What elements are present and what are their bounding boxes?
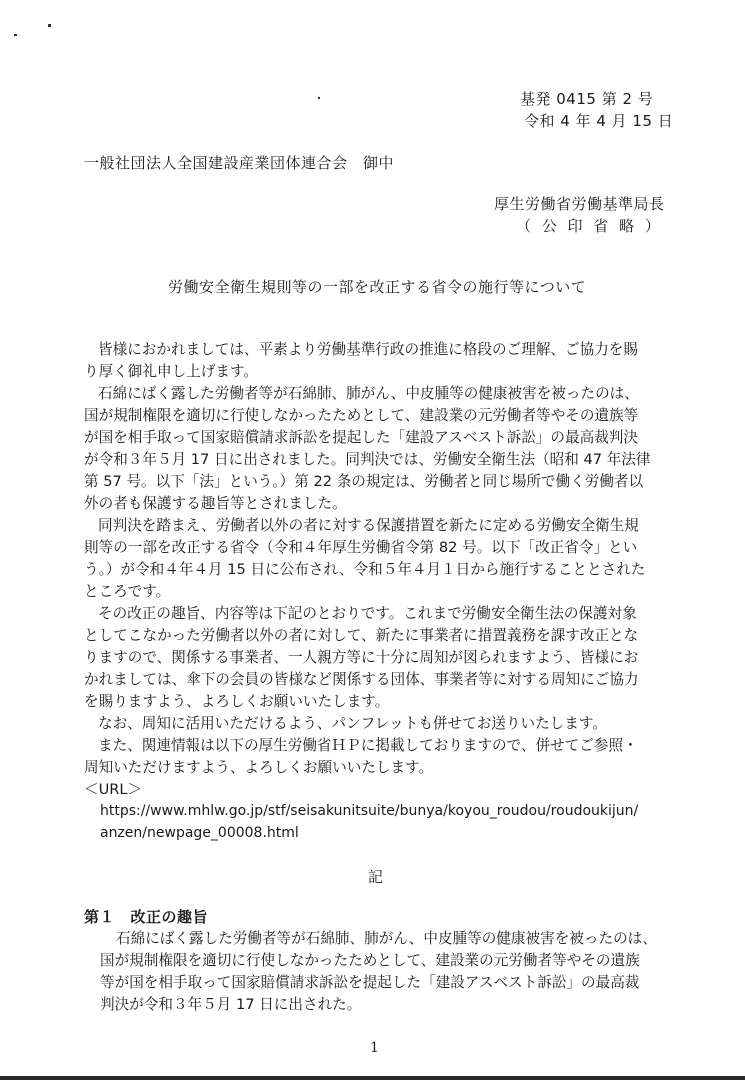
- scan-edge-border: [0, 1076, 745, 1080]
- section-line: 国が規制権限を適切に行使しなかったためとして、建設業の元労働者等やその遺族: [100, 952, 640, 969]
- section-heading: 第１ 改正の趣旨: [84, 908, 209, 926]
- scan-speck: [14, 34, 17, 36]
- ki-marker: 記: [368, 868, 384, 886]
- doc-date: 令和 4 年 4 月 15 日: [524, 112, 674, 130]
- scan-speck: [318, 97, 320, 99]
- page-number: 1: [370, 1040, 379, 1056]
- body-line: が令和３年５月 17 日に出されました。同判決では、労働安全衛生法（昭和 47 年法律: [84, 451, 651, 468]
- body-line: う。）が令和４年４月 15 日に公布され、令和５年４月１日から施行することとされた: [84, 561, 646, 578]
- body-line: としてこなかった労働者以外の者に対して、新たに事業者に措置義務を課す改正とな: [84, 627, 639, 644]
- body-line: 外の者も保護する趣旨等とされました。: [84, 495, 347, 512]
- body-line: かれましては、傘下の会員の皆様など関係する団体、事業者等に対する周知にご協力: [84, 671, 639, 688]
- body-line: 周知いただけますよう、よろしくお願いいたします。: [84, 759, 434, 776]
- body-line: 第 57 号。以下「法」という。）第 22 条の規定は、労働者と同じ場所で働く労働者以: [84, 473, 644, 490]
- body-line: り厚く御礼申し上げます。: [84, 363, 258, 380]
- doc-number: 基発 0415 第 2 号: [520, 90, 654, 108]
- body-line: を賜りますよう、よろしくお願いいたします。: [84, 693, 390, 710]
- body-line: 国が規制権限を適切に行使しなかったためとして、建設業の元労働者等やその遺族等: [84, 407, 639, 424]
- body-line: その改正の趣旨、内容等は下記のとおりです。これまで労働安全衛生法の保護対象: [98, 605, 637, 622]
- body-line: 則等の一部を改正する省令（令和４年厚生労働省令第 82 号。以下「改正省令」とい: [84, 539, 638, 556]
- section-line: 等が国を相手取って国家賠償請求訴訟を提起した「建設アスベスト訴訟」の最高裁: [100, 974, 640, 991]
- sender: 厚生労働省労働基準局長: [494, 195, 665, 213]
- seal-omitted-note: （ 公 印 省 略 ）: [516, 217, 663, 235]
- body-line: ところです。: [84, 583, 171, 600]
- section-line: 判決が令和３年５月 17 日に出された。: [100, 996, 362, 1013]
- body-line: 石綿にばく露した労働者等が石綿肺、肺がん、中皮腫等の健康被害を被ったのは、: [98, 385, 639, 402]
- section-line: 石綿にばく露した労働者等が石綿肺、肺がん、中皮腫等の健康被害を被ったのは、: [116, 930, 657, 947]
- body-line: 皆様におかれましては、平素より労働基準行政の推進に格段のご理解、ご協力を賜: [98, 341, 638, 358]
- reference-url-line[interactable]: https://www.mhlw.go.jp/stf/seisakunitsuite/bunya/koyou_roudou/roudoukijun/: [100, 803, 639, 819]
- document-title: 労働安全衛生規則等の一部を改正する省令の施行等について: [168, 278, 587, 296]
- url-label: ＜URL＞: [84, 781, 143, 798]
- body-line: また、関連情報は以下の厚生労働省ＨＰに掲載しておりますので、併せてご参照・: [98, 737, 638, 754]
- reference-url-line[interactable]: anzen/newpage_00008.html: [100, 825, 299, 841]
- scan-speck: [48, 24, 51, 27]
- body-line: が国を相手取って国家賠償請求訴訟を提起した「建設アスベスト訴訟」の最高裁判決: [84, 429, 638, 446]
- body-line: なお、周知に活用いただけるよう、パンフレットも併せてお送りいたします。: [98, 715, 607, 732]
- body-line: 同判決を踏まえ、労働者以外の者に対する保護措置を新たに定める労働安全衛生規: [98, 517, 639, 534]
- body-line: りますので、関係する事業者、一人親方等に十分に周知が図られますよう、皆様にお: [84, 649, 639, 666]
- recipient: 一般社団法人全国建設産業団体連合会 御中: [84, 154, 395, 172]
